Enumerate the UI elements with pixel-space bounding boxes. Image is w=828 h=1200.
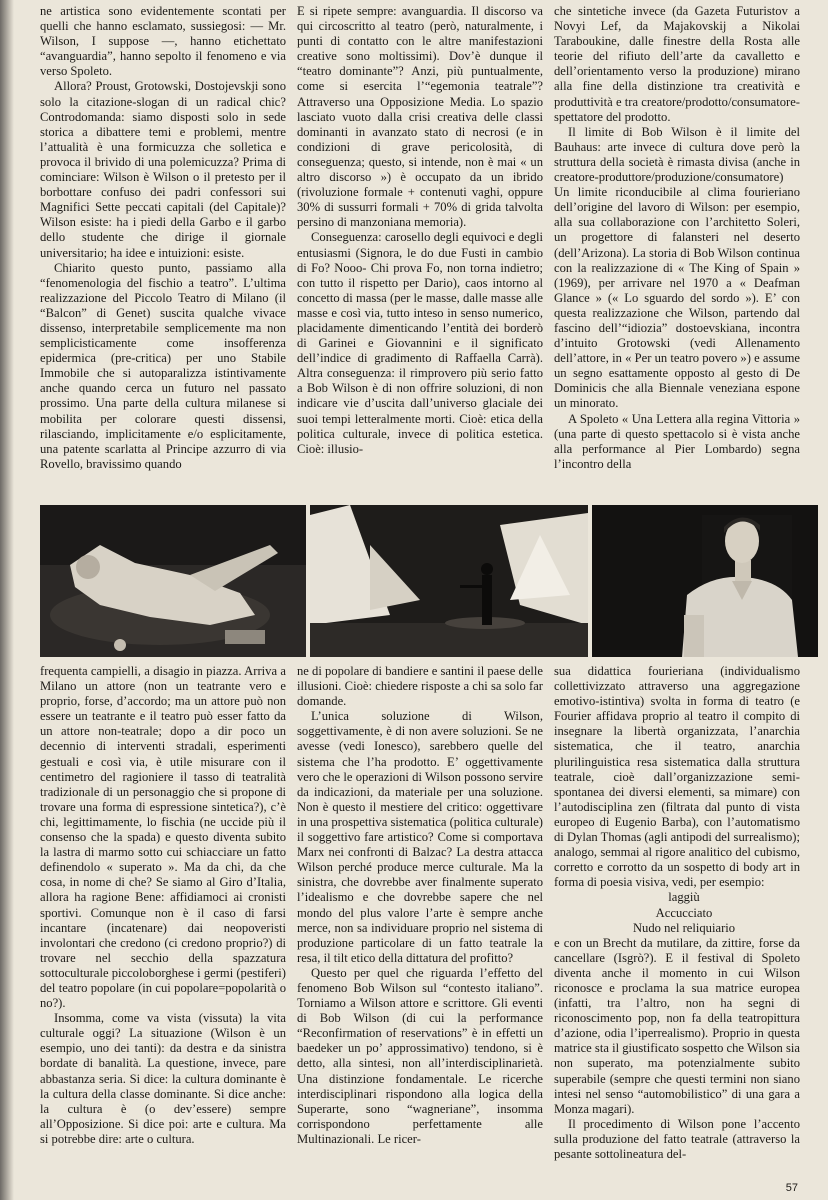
photo-strip xyxy=(40,505,818,657)
paragraph: A Spoleto « Una Lettera alla regina Vittoria » (una parte di questo spettacolo si è vista anche alla performance al Pier Lombardo) segna l’incontro della xyxy=(554,411,800,471)
paragraph: sua didattica fourieriana (individualismo collettivizzato attraverso una aggregazione emotivo-istintiva) svolta in forma di teatro (e Fourier affidava proprio al teatro il compito di insegnare la libertà organizzata, l’anarchia sistematica, che il teatro, anarchia plurilinguistica resa sistematica dalla struttura teatrale, cioè dall’organizzazione semi-spontanea dei diversi elementi, sa mimare) con l’autodisciplina zen (filtrata dal punto di vista europeo di Eugenio Barba), con l’automatismo di Dylan Thomas (agli antipodi del surrealismo); analogo, semmai al rigore analitico del cubismo, corretto e corrotto da un sospetto di body art in forma di poesia visiva, vedi, per esempio: xyxy=(554,664,800,890)
paragraph: Il limite di Bob Wilson è il limite del Bauhaus: arte invece di cultura dove però la struttura della società è rimasta divisa (anche in creatore-produttore/produzione/consumatore) Un limite riconducibile al clima fourieriano dell’origine del lavoro di Wilson: per esempio, alla sua collaborazione con l’architetto Soleri, un progettore di falansteri nel deserto (dell’Arizona). La storia di Bob Wilson continua con la realizzazione di « The King of Spain » (1969), per arrivare nel 1970 a « Deafman Glance » (« Lo sguardo del sordo »). E’ con questa realizzazione che Wilson, partendo dal fascino dell’“idiozia” dostoevskiana, incontra d’intuito Grotowski (vedi Allenamento dell’attore, in « Per un teatro povero ») e assume un segno esattamente opposto al gesto di De Dominicis che alla Biennale veneziana espone un minorato. xyxy=(554,124,800,411)
photo-portrait-man xyxy=(592,505,818,657)
paragraph: ne artistica sono evidentemente scontati per quelli che hanno esclamato, sussiegosi: — Mr. Wilson, I suppose —, hanno etichettato “avanguardia”, hanno sepolto il fenomeno e via verso Spoleto. xyxy=(40,4,286,79)
paragraph: E si ripete sempre: avanguardia. Il discorso va qui circoscritto al teatro (però, naturalmente, i punti di contatto con le altre manifestazioni creative sono moltissimi). Dov’è dunque il “teatro dominante”? Anzi, più puntualmente, come si esercita l’“egemonia teatrale”? Attraverso una Opposizione Media. Lo spazio lasciato vuoto dalla crisi creativa delle classi dominanti in avanzato stato di necrosi (e in condizioni di grave pericolosità, di conseguenza; questo, si intende, non è mai « un altro discorso ») è occupato da un ibrido (rivoluzione formale + contenuti vaghi, oppure 30% di sussurri formali + 70% di grida talvolta persino di manzoniana memoria). xyxy=(297,4,543,230)
poem-line: laggiù xyxy=(668,890,700,905)
paragraph: Allora? Proust, Grotowski, Dostojevskji sono solo la citazione-slogan di un radical chic? Controdomanda: siamo disposti solo in sede storica a dibattere temi e problemi, mentre l’attualità è una formicuzza che solletica e provoca il brivido di una polemicuzza? Prima di cominciare: Wilson è Wilson o il pretesto per il borbottare confuso dei padri confessori sui Magnifici Sette peccati capitali (del Capitale)? Wilson esiste: ha i piedi della Garbo e il garbo dello studente che dirige il giornale universitario; ha idee e intuizioni: esiste. xyxy=(40,79,286,260)
paragraph: che sintetiche invece (da Gazeta Futuristov a Novyi Lef, da Majakovskij a Nikolai Taraboukine, dalle finestre della Rosta alle teorie del rifiuto dell’arte da cavalletto e dell’orientamento verso la produzione) mirano alla fine della distinzione tra creatività e produttività e tra creatore/prodotto/consumatore-spettatore del prodotto. xyxy=(554,4,800,124)
paragraph: Questo per quel che riguarda l’effetto del fenomeno Bob Wilson sul “contesto italiano”. Torniamo a Wilson attore e scrittore. Gli eventi di Bob Wilson (di cui la performance “Reconfirmation of reservations” è in effetti un baedeker un po’ approssimativo) tendono, si è detto, alla sintesi, non all’interdisciplinarietà. Una distinzione fondamentale. Le ricerche interdisciplinari rispondono alla logica della Superarte, sono “wagneriane”, insomma corrispondono perfettamente alle Multinazionali. Le ricer- xyxy=(297,965,543,1146)
paragraph: Chiarito questo punto, passiamo alla “fenomenologia del fischio a teatro”. L’ultima realizzazione del Piccolo Teatro di Milano (il “Balcon” di Genet) suscita qualche vivace dissenso, interpretabile semplicemente ma non semplicisticamente come insofferenza epidermica (pre-critica) per uno Stabile Immobile che si autoparalizza istintivamente anche quando cerca un futuro nel passato prossimo. Una parte della cultura milanese si mobilita per colorare questi dissensi, rilasciando, implicitamente e/o esplicitamente, una patente scarlatta al Principe azzurro di via Rovello, bravissimo quando xyxy=(40,260,286,471)
lower-column-3-before-poem xyxy=(554,664,800,890)
lower-column-3-after-poem xyxy=(554,936,800,1162)
upper-column-3 xyxy=(554,4,800,501)
lower-column-3 xyxy=(554,664,800,1174)
paragraph: Insomma, come va vista (vissuta) la vita culturale oggi? La situazione (Wilson è un esempio, uno dei tanti): da destra e da sinistra bordate di banalità. La questione, invece, pare abbastanza seria. Si dice: la cultura dominante è la cultura della classe dominante. Si dice anche: la cultura è (o dev’essere) sempre all’Opposizione. Si dice poi: arte e cultura. Ma si potrebbe dire: arte o cultura. xyxy=(40,1011,286,1146)
photo-reclining-actor xyxy=(40,505,306,657)
upper-column-1 xyxy=(40,4,286,501)
paragraph: L’unica soluzione di Wilson, soggettivamente, è di non avere soluzioni. Se ne avesse (vedi Ionesco), sarebbero quelle del sistema che l’ha prodotto. E’ oggettivamente vero che le operazioni di Wilson possono servire da indicazioni, da materiale per una soluzione. Non è questo il mestiere del critico: oggettivare in una prospettiva sistematica (politica culturale) il soggettivo fare artistico? Come si comportava Marx nei confronti di Balzac? La destra attacca Wilson perché produce merce culturale. Ma la sinistra, che dovrebbe aver finalmente superato l’idealismo e che dovrebbe sapere che nel mondo del plus valore l’arte è sempre anche merce, non sa individuare proprio nel sistema di produzione particolare di un fatto teatrale la resa, il tilt etico della dittatura del profitto? xyxy=(297,709,543,965)
paragraph: e con un Brecht da mutilare, da zittire, forse da cancellare (Isgrò?). E il festival di Spoleto diventa anche il momento in cui Wilson riconosce e proclama la sua matrice europea (infatti, tra l’altro, non ha segni di riconoscimento pop, non fa della teatropittura d’azione, odia l’iperrealismo). Proprio in questa matrice sta il giustificato sospetto che Wilson sia non superato, ma potenzialmente subito superabile (sempre che questi termini non siano intesi nel senso “automobilistico” di una gara a Monza magari). xyxy=(554,935,800,1116)
lower-column-1 xyxy=(40,664,286,1174)
page-binding-shadow xyxy=(0,0,14,1200)
photo-stage-silhouette xyxy=(310,505,588,657)
paragraph: ne di popolare di bandiere e santini il paese delle illusioni. Cioè: chiedere risposte a chi sa solo far domande. xyxy=(297,664,543,709)
poem-excerpt xyxy=(554,890,800,935)
paragraph: Il procedimento di Wilson pone l’accento sulla produzione del fatto teatrale (attraverso la pesante sottolineatura del- xyxy=(554,1116,800,1161)
upper-column-2 xyxy=(297,4,543,501)
paragraph: frequenta campielli, a disagio in piazza. Arriva a Milano un attore (non un teatrante vero e proprio, forse, d’accordo; ma un attore può non essere un teatrante e il teatro può esser fatto da un attore non-teatrale; dopo a dir poco un decennio di interventi stradali, esperimenti gestuali e così via, è utile misurare con il centimetro del ragioniere il tasso di teatralità tradizionale di un personaggio che si propone di trovare una forma di espressione sintetica?), c’è chi, legittimamente, lo fischia (ne uccide più il consenso che la spada) e questo diventa subito la lastra di marmo sotto cui schiacciare un fatto definendolo « superato ». Ma da chi, da che cosa, in nome di che? Se siamo al Giro d’Italia, allora ha ragione Bene: affidiamoci ai cronisti sportivi. Comunque non è il caso di farsi incantare (incatenare) dai neopoveristi involontari che credono (ci credono proprio?) di trovare nel secchio della spazzatura sottoculturale piccoloborghese i germi (pestiferi) del teatro popolare (in cui popolare=popolarità o no?). xyxy=(40,664,286,1011)
poem-line: Nudo nel reliquiario xyxy=(632,920,736,935)
lower-column-2 xyxy=(297,664,543,1174)
upper-text-columns xyxy=(40,4,800,501)
lower-text-columns xyxy=(40,664,800,1174)
poem-line: Accucciato xyxy=(655,905,713,920)
page-number: 57 xyxy=(785,1182,798,1194)
paragraph: Conseguenza: carosello degli equivoci e degli entusiasmi (Signora, le do due Fusti in cambio di Fo? Nooo- Chi prova Fo, non torna indietro; con tutto il rispetto per Dario), caos intorno al concetto di massa (per le masse, dalle masse alle masse e così via, tutto inteso in senso numerico, placidamente dimenticando l’entità dei borderò di Garinei e Giovannini e il significato dell’indice di gradimento di Raffaella Carrà). Altra conseguenza: il rimprovero più serio fatto a Bob Wilson è di non offrire soluzioni, di non indicare vie d’uscita dall’universo glaciale dei suoi tempi letteralmente morti. Cioè: etica della politica culturale, invece di politica estetica. Cioè: illusio- xyxy=(297,230,543,456)
